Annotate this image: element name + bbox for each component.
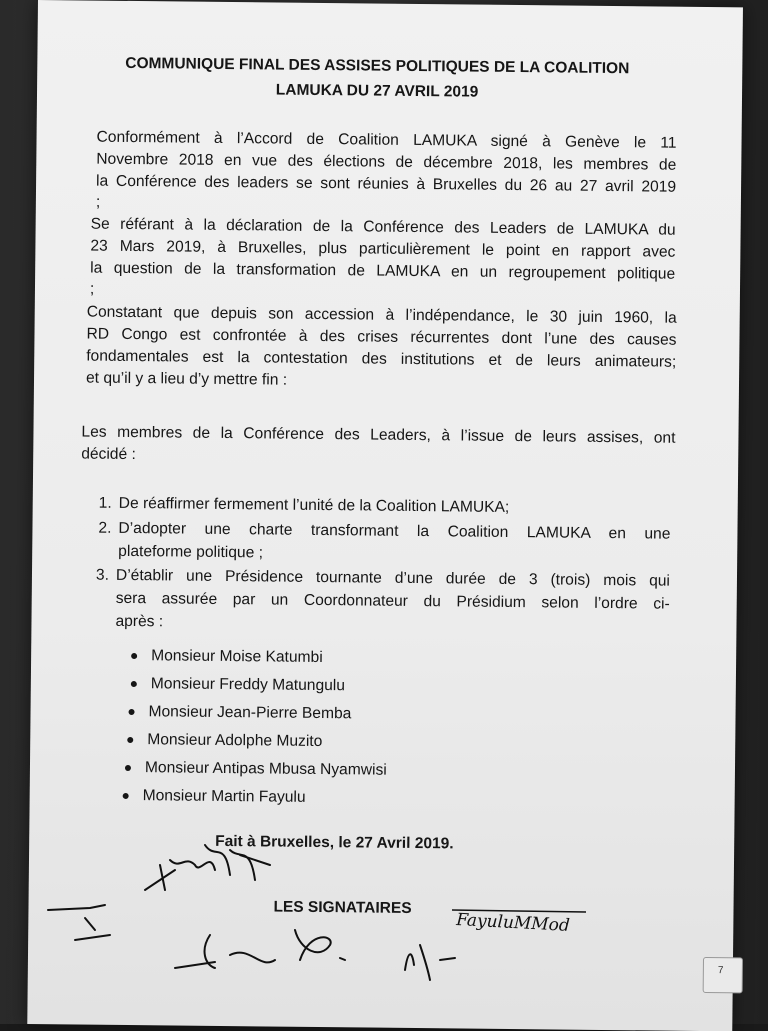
- title-line-1: COMMUNIQUE FINAL DES ASSISES POLITIQUES DE LA COALITION: [125, 54, 630, 78]
- para1-line: Novembre 2018 en vue des élections de décembre 2018, les membres de: [96, 150, 677, 174]
- list-item-text: D’adopter une charte transformant la Coalition LAMUKA en une: [118, 519, 671, 543]
- para4-line: Les membres de la Conférence des Leaders, à l’issue de leurs assises, ont: [81, 423, 676, 447]
- para2-line: Se référant à la déclaration de la Conférence des Leaders de LAMUKA du: [90, 215, 676, 239]
- list-item-text: sera assurée par un Coordonnateur du Présidium selon l’ordre ci-: [115, 589, 670, 613]
- list-item-text: D’établir une Présidence tournante d’une durée de 3 (trois) mois qui: [115, 566, 671, 590]
- list-number: 1.: [98, 494, 112, 512]
- list-item-text: De réaffirmer fermement l’unité de la Coalition LAMUKA;: [118, 494, 510, 516]
- para2-line: la question de la transformation de LAMUKA en un regroupement politique: [90, 259, 676, 283]
- signature-1: [145, 845, 270, 890]
- para3-line: et qu’il y a lieu d’y mettre fin :: [85, 369, 288, 389]
- title-line-2: LAMUKA DU 27 AVRIL 2019: [275, 81, 479, 101]
- name-text: Monsieur Martin Fayulu: [142, 787, 306, 806]
- signatories-label: LES SIGNATAIRES: [273, 898, 412, 917]
- list-number: 3.: [95, 566, 110, 584]
- para1-line: Conformément à l’Accord de Coalition LAMUKA signé à Genève le 11: [96, 128, 677, 152]
- svg-text:FayuluMMod: FayuluMMod: [455, 910, 571, 936]
- name-text: Monsieur Moise Katumbi: [151, 647, 323, 667]
- handwritten-fayulu-signature: [452, 910, 586, 936]
- para3-line: RD Congo est confrontée à des crises récurrentes dont l’une des causes: [86, 325, 677, 349]
- name-text: Monsieur Adolphe Muzito: [147, 731, 323, 751]
- para1-line: ;: [95, 193, 101, 211]
- name-text: Monsieur Antipas Mbusa Nyamwisi: [144, 759, 387, 779]
- page-number: 7: [717, 965, 724, 977]
- list-item-text: après :: [115, 612, 164, 631]
- signature-3: [175, 930, 345, 968]
- para3-line: fondamentales est la contestation des institutions et de leurs animateurs;: [86, 347, 677, 371]
- name-text: Monsieur Freddy Matungulu: [150, 675, 346, 695]
- para1-line: la Conférence des leaders se sont réunies à Bruxelles du 26 au 27 avril 2019: [96, 172, 677, 196]
- signature-2: [48, 905, 110, 940]
- list-item-text: plateforme politique ;: [118, 542, 264, 562]
- para4-line: décidé :: [81, 445, 136, 464]
- signature-4: [405, 945, 455, 980]
- para2-line: 23 Mars 2019, à Bruxelles, plus particulièrement le point en rapport avec: [90, 237, 676, 261]
- para3-line: Constatant que depuis son accession à l’indépendance, le 30 juin 1960, la: [86, 303, 677, 327]
- list-number: 2.: [98, 519, 112, 537]
- name-text: Monsieur Jean-Pierre Bemba: [148, 703, 352, 723]
- para2-line: ;: [89, 280, 95, 298]
- place-date: Fait à Bruxelles, le 27 Avril 2019.: [215, 832, 454, 853]
